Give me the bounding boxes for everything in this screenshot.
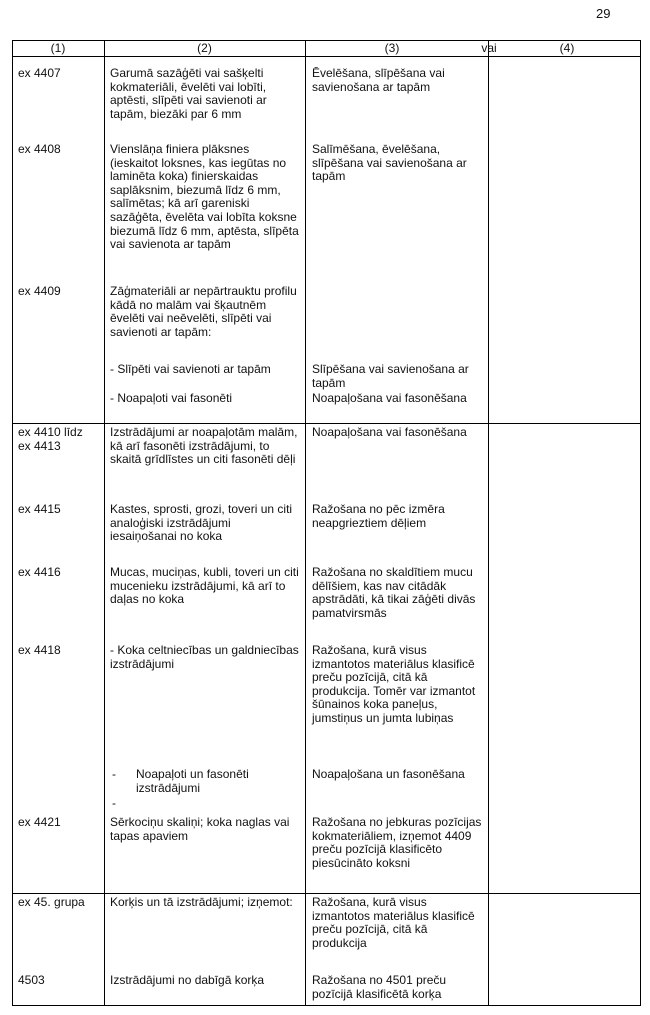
row-processing: Ēvelēšana, slīpēšana vai savienošana ar tapām [312, 66, 445, 94]
row-rule-2 [12, 893, 641, 894]
row-processing: Ražošana, kurā visus izmantotos materiālus klasificē preču pozīcijā, citā kā produkcija [312, 895, 475, 950]
header-col1: (1) [50, 41, 66, 55]
row-processing: Ražošana no 4501 preču pozīcijā klasificētā korķa [312, 973, 447, 1001]
header-col4: (4) [559, 41, 575, 55]
page-number: 29 [596, 6, 611, 21]
row-code: ex 4410 līdz ex 4413 [18, 425, 83, 453]
row-sub-marker: - [112, 767, 116, 781]
row-description: Zāģmateriāli ar nepārtrauktu profilu kādā no malām vai šķautnēm ēvelēti vai neēvelēti, slīpēti vai savienoti ar tapām: [110, 284, 297, 339]
row-processing: Ražošana no jebkuras pozīcijas kokmateriāliem, izņemot 4409 preču pozīcijā klasificēto piesūcināto koksni [312, 815, 482, 870]
row-description: Kastes, sprosti, grozi, toveri un citi analoģiski izstrādājumi iesaiņošanai no koka [110, 502, 293, 544]
header-rule [12, 56, 641, 57]
header-vai: vai [481, 41, 497, 55]
row-sub-description: - Slīpēti vai savienoti ar tapām [110, 362, 271, 376]
row-description: Izstrādājumi no dabīgā korķa [110, 973, 265, 987]
row-code: ex 4415 [18, 502, 61, 516]
column-divider-3 [488, 41, 489, 1005]
table-border-right [640, 41, 641, 1005]
row-processing: Salīmēšana, ēvelēšana, slīpēšana vai savienošana ar tapām [312, 142, 467, 184]
row-sub-description: Noapaļoti un fasonēti izstrādājumi [136, 767, 249, 795]
column-divider-2 [305, 41, 306, 1005]
row-description: Izstrādājumi ar noapaļotām malām, kā arī fasonēti izstrādājumi, to skaitā grīdlīstes un citi fasonēti dēļi [110, 425, 298, 467]
row-code: ex 4407 [18, 66, 61, 80]
row-description: Vienslāņa finiera plāksnes (ieskaitot loksnes, kas iegūtas no laminēta koka) finierskaidas saplāksnim, biezumā līdz 6 mm, salīmētas; kā arī gareniski sazāģēta, ēvelēta vai lobīta koksne biezumā līdz 6 mm, aptēsta, slīpēta vai savienota ar tapām [110, 142, 299, 252]
row-processing: Ražošana no skaldītiem mucu dēlīšiem, kas nav citādāk apstrādāti, kā tikai zāģēti divās pamatvirsmās [312, 565, 476, 620]
row-processing: Ražošana, kurā visus izmantotos materiālus klasificē preču pozīcijā, citā kā produkcija. Tomēr var izmantot šūnainos koka paneļus, jumstiņus un jumta lubiņas [312, 643, 476, 725]
row-code: ex 4421 [18, 815, 61, 829]
row-sub-processing: Slīpēšana vai savienošana ar tapām [312, 362, 469, 390]
row-description: Korķis un tā izstrādājumi; izņemot: [110, 895, 293, 909]
row-description: Garumā sazāģēti vai sašķelti kokmateriāli, ēvelēti vai lobīti, aptēsti, slīpēti vai savienoti ar tapām, biezāki par 6 mm [110, 66, 267, 121]
row-rule-1 [12, 423, 641, 424]
row-sub-processing: Noapaļošana un fasonēšana [312, 767, 465, 781]
row-processing: Noapaļošana vai fasonēšana [312, 425, 467, 439]
row-code: ex 4416 [18, 565, 61, 579]
row-sub-description: - Noapaļoti vai fasonēti [110, 391, 233, 405]
row-code: ex 4418 [18, 643, 61, 657]
row-description: - Koka celtniecības un galdniecības izstrādājumi [110, 643, 299, 671]
header-col3: (3) [384, 41, 400, 55]
column-divider-1 [104, 41, 105, 1005]
table-border-left [12, 41, 13, 1005]
row-code: 4503 [18, 973, 45, 987]
row-code: ex 4409 [18, 284, 61, 298]
row-dash: - [112, 796, 116, 810]
rules-table [12, 40, 641, 1006]
row-description: Sērkociņu skaliņi; koka naglas vai tapas apaviem [110, 815, 290, 843]
row-sub-processing: Noapaļošana vai fasonēšana [312, 391, 467, 405]
row-code: ex 4408 [18, 142, 61, 156]
row-code: ex 45. grupa [18, 895, 85, 909]
row-processing: Ražošana no pēc izmēra neapgrieztiem dēļiem [312, 502, 445, 530]
row-description: Mucas, muciņas, kubli, toveri un citi mucenieku izstrādājumi, kā arī to daļas no koka [110, 565, 299, 607]
header-col2: (2) [197, 41, 212, 55]
